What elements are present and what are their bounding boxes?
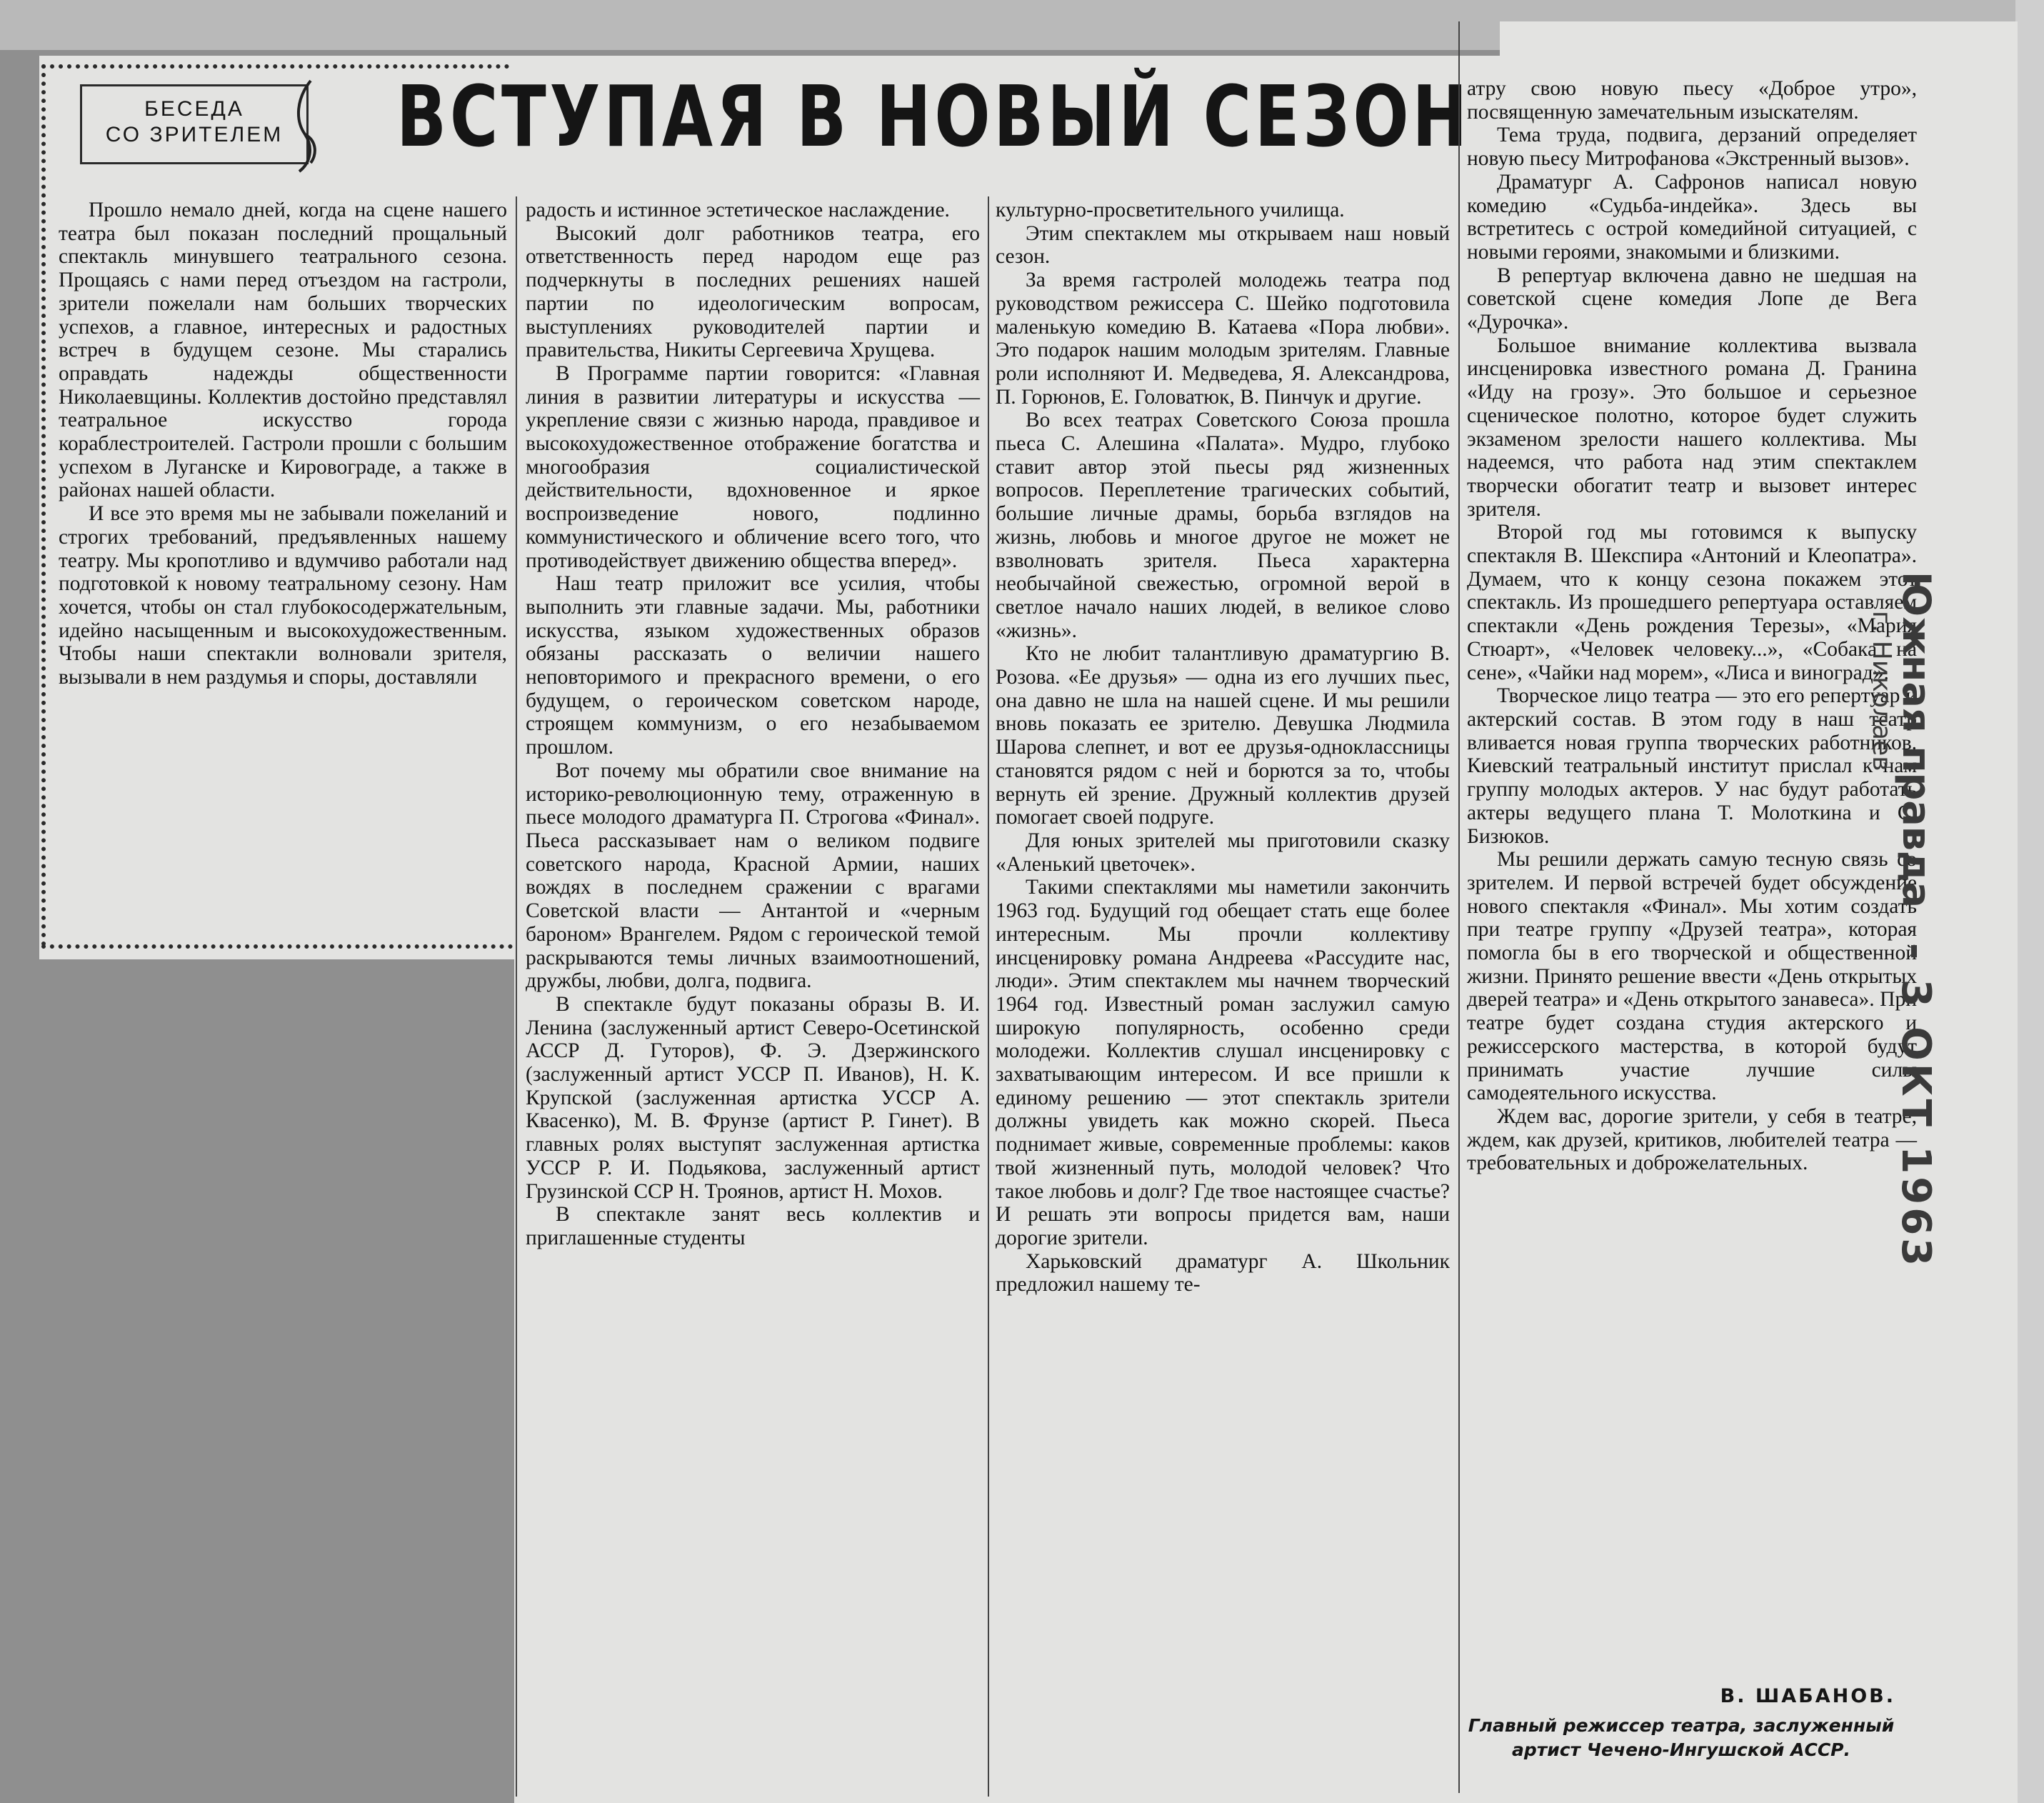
article-column-2 [526, 199, 980, 1250]
paragraph: атру свою новую пьесу «Доброе утро», посвященную замечательным изыскателям. [1467, 77, 1917, 124]
author-name: В. ШАБАНОВ. [1720, 1685, 1895, 1707]
author-signature [1467, 1684, 1895, 1762]
rubric-box [80, 84, 309, 164]
paragraph: Творческое лицо театра — это его репертуар и актерский состав. В этом году в наш театр вливается новая группа творческих работников. Киевский театральный институт прислал к нам группу молодых актеров. У нас будут работать актеры ведущего плана Т. Молоткина и С. Бизюков. [1467, 684, 1917, 848]
paragraph: Высокий долг работников театра, его ответственность перед народом еще раз подчеркнуты в последних решениях нашей партии по идеологическим вопросам, выступлениях руководителей партии и правительства, Никиты Сергеевича Хрущева. [526, 221, 980, 362]
paragraph: В Программе партии говорится: «Главная линия в развитии литературы и искусства — укрепление связи с жизнью народа, правдивое и высокохудожественное отображение богатства и многообразия социалистической действительности, вдохновенное и яркое воспроизведение нового, подлинно коммунистического и обличение всего того, что противодействует движению общества вперед». [526, 361, 980, 572]
article-column-1 [59, 199, 507, 689]
paragraph: Такими спектаклями мы наметили закончить 1963 год. Будущий год обещает стать еще более интересным. Мы прочли коллективу инсценировку романа Андреева «Рассудите нас, люди». Этим спектаклем мы начнем творческий 1964 год. Известный роман заслужил самую широкую популярность, особенно среди молодежи. Коллектив слушал инсценировку с захватывающим интересом. И все пришли к единому решению — этот спектакль зрители должны увидеть как можно скорей. Пьеса поднимает живые, современные проблемы: каков твой жизненный путь, молодой человек? Что такое любовь и долг? Где твое настоящее счастье? И решать эти вопросы придется вам, наши дорогие зрители. [996, 876, 1450, 1249]
scan-background-right [2015, 0, 2044, 1803]
stamp-city: г. Николаев [1867, 611, 1896, 771]
paragraph: Прошло немало дней, когда на сцене нашего театра был показан последний прощальный спектакль минувшего театрального сезона. Прощаясь с нами перед отъездом на гастроли, зрители пожелали нам больших творческих успехов, а главное, интересных и радостных встреч в будущем сезоне. Мы старались оправдать надежды общественности Николаевщины. Коллектив достойно представлял театральное искусство города кораблестроителей. Гастроли прошли с большим успехом в Луганске и Кировограде, а также в районах нашей области. [59, 199, 507, 502]
paragraph: В репертуар включена давно не шедшая на советской сцене комедия Лопе де Вега «Дурочка». [1467, 264, 1917, 334]
paragraph: Наш театр приложит все усилия, чтобы выполнить эти главные задачи. Мы, работники искусства, языком художественных образов обязаны рассказать о величии нашего неповторимого и прекрасного времени, о его будущем, о героическом советском народе, строящем коммунизм, о его незабываемом прошлом. [526, 572, 980, 759]
paragraph: Вот почему мы обратили свое внимание на историко-революционную тему, отраженную в пьесе молодого драматурга П. Строгова «Финал». Пьеса рассказывает нам о великом подвиге советского народа, Красной Армии, наших вождях в последнем сражении с врагами Советской власти — Антантой и «черным бароном» Врангелем. Рядом с героической темой раскрываются темы личных взаимоотношений, дружбы, любви, долга, подвига. [526, 759, 980, 993]
article-column-4 [1467, 77, 1917, 1175]
dotted-frame-bottom [41, 944, 513, 949]
paragraph: Драматург А. Сафронов написал новую комедию «Судьба-индейка». Здесь вы встретитесь с острой комедийной ситуацией, с новыми героями, знакомыми и близкими. [1467, 170, 1917, 264]
paragraph: Кто не любит талантливую драматургию В. Розова. «Ее друзья» — одна из его лучших пьес, она давно не шла на нашей сцене. И мы решили вновь показать ее зрителю. Девушка Людмила Шарова слепнет, и вот ее друзья-одноклассницы становятся рядом с ней и борются за то, чтобы вернуть ей зрение. Дружный коллектив друзей помогает своей подруге. [996, 642, 1450, 829]
paragraph: Харьковский драматург А. Школьник предложил нашему те- [996, 1249, 1450, 1297]
article-headline: ВСТУПАЯ В НОВЫЙ СЕЗОН [396, 67, 1471, 166]
paragraph: И все это время мы не забывали пожеланий и строгих требований, предъявленных нашему театру. Мы кропотливо и вдумчиво работали над подготовкой к новому театральному сезону. Нам хочется, чтобы он стал глубокосодержательным, идейно насыщенным и высокохудожественным. Чтобы наши спектакли волновали зрителя, вызывали в нем раздумья и споры, доставляли [59, 502, 507, 689]
column-rule [516, 196, 517, 1797]
paragraph: В спектакле занят весь коллектив и приглашенные студенты [526, 1203, 980, 1249]
rubric-line-2: СО ЗРИТЕЛЕМ [105, 123, 284, 146]
column-rule [1458, 21, 1460, 1793]
paragraph: В спектакле будут показаны образы В. И. Ленина (заслуженный артист Северо-Осетинской АССР Д. Гуторов), Ф. Э. Дзержинского (заслуженный артист УССР П. Иванов), Н. К. Крупской (заслуженная артистка УССР А. Квасенко), М. В. Фрунзе (артист Р. Гинет). В главных ролях выступят заслуженная артистка УССР Р. И. Подьякова, заслуженный артист Грузинской ССР Н. Троянов, артист Н. Мохов. [526, 992, 980, 1203]
paragraph: Мы решили держать самую тесную связь со зрителем. И первой встречей будет обсуждение нового спектакля «Финал». Мы хотим создать при театре группу «Друзей театра», которая помогла бы в его творческой и общественной жизни. Принято решение ввести «День открытых дверей театра» и «День открытого занавеса». При театре будет создана студия актерского и режиссерского мастерства, в которой будут принимать участие лучшие силы самодеятельного искусства. [1467, 848, 1917, 1105]
article-column-3 [996, 199, 1450, 1297]
dotted-frame-left [41, 64, 46, 947]
paragraph: Ждем вас, дорогие зрители, у себя в театре, ждем, как друзей, критиков, любителей театра — требовательных и доброжелательных. [1467, 1104, 1917, 1175]
rubric-line-1: БЕСЕДА [144, 97, 244, 121]
pencil-mark-icon [289, 77, 324, 177]
stamp-source: Южная правда [1894, 571, 1939, 908]
author-title: Главный режиссер театра, заслуженный артист Чечено-Ингушской АССР. [1468, 1715, 1895, 1760]
paragraph: За время гастролей молодежь театра под руководством режиссера С. Шейко подготовила маленькую комедию В. Катаева «Пора любви». Это подарок нашим молодым зрителям. Главные роли исполняют И. Медведева, Я. Александрова, П. Горюнов, Е. Головатюк, В. Пинчук и другие. [996, 269, 1450, 409]
clipping-corner [1500, 21, 2018, 64]
paragraph: Во всех театрах Советского Союза прошла пьеса С. Алешина «Палата». Мудро, глубоко ставит автор этой пьесы ряд жизненных вопросов. Переплетение трагических событий, большие личные драмы, борьба взглядов на жизнь, любовь и многое другое не может не взволновать зрителя. Пьеса характерна необычайной свежестью, огромной верой в светлое начало наших людей, в великое слово «жизнь». [996, 409, 1450, 642]
paragraph: Тема труда, подвига, дерзаний определяет новую пьесу Митрофанова «Экстренный вызов». [1467, 124, 1917, 171]
paragraph: радость и истинное эстетическое наслаждение. [526, 199, 950, 221]
stamp-date: - 3 ОКТ 1963 [1893, 943, 1939, 1269]
paragraph: культурно-просветительного училища. [996, 199, 1345, 221]
paragraph: Этим спектаклем мы открываем наш новый сезон. [996, 221, 1450, 269]
column-rule [988, 196, 989, 1797]
paragraph: Для юных зрителей мы приготовили сказку «Аленький цветочек». [996, 829, 1450, 876]
paragraph: Большое внимание коллектива вызвала инсценировка известного романа Д. Гранина «Иду на грозу». Это большое и серьезное сценическое полотно, которое будет служить экзаменом зрелости нашего коллектива. Мы надеемся, что работа над этим спектаклем творчески обогатит театр и вызовет интерес зрителя. [1467, 334, 1917, 521]
paragraph: Второй год мы готовимся к выпуску спектакля В. Шекспира «Антоний и Клеопатра». Думаем, что к концу сезона покажем этот спектакль. Из прошедшего репертуара оставляем спектакли «День рождения Терезы», «Мария Стюарт», «Человек человеку...», «Собака на сене», «Чайки над морем», «Лиса и виноград». [1467, 521, 1917, 684]
